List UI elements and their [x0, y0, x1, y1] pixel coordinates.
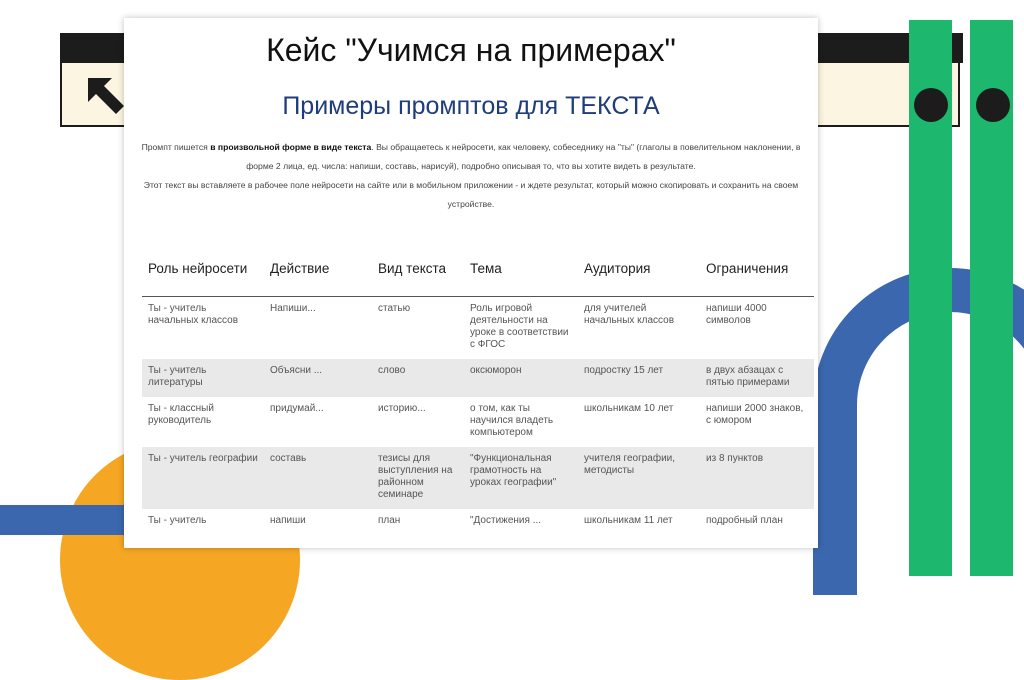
- cell-role: Ты - классный руководитель: [148, 403, 214, 426]
- cell-topic: "Достижения ...: [470, 515, 542, 526]
- slide-subtitle: Примеры промптов для ТЕКСТА: [282, 92, 660, 120]
- cell-limits: в двух абзацах с пятью примерами: [700, 359, 814, 397]
- cell-action: Объясни ...: [264, 359, 372, 397]
- table-row: [142, 447, 814, 509]
- cell-role: Ты - учитель: [148, 515, 207, 526]
- description-paragraph-1: [138, 138, 804, 176]
- table-row: [142, 297, 814, 360]
- table-header-row: [142, 253, 814, 297]
- description-suffix: . Вы обращаетесь к нейросети, как человеку, собеседнику на "ты" (глаголы в повелительном наклонении, в форме 2 лица, ед. числа: напиши, составь, нарисуй), подробно описывая то, что вы хотите видеть в результате.: [246, 142, 801, 171]
- cell-limits: подробный план: [706, 515, 783, 526]
- table-row: [142, 397, 814, 447]
- arrow-up-left-icon: [86, 76, 126, 116]
- cell-text-type: план: [378, 515, 401, 526]
- cell-audience: учителя географии, методисты: [578, 447, 700, 509]
- description-paragraph-2: Этот текст вы вставляете в рабочее поле нейросети на сайте или в мобильном приложении - и ждете результат, который можно скопировать и сохранить на своем устройстве.: [143, 180, 799, 209]
- cell-action: составь: [264, 447, 372, 509]
- cell-text-type: историю...: [378, 403, 426, 414]
- cell-text-type: тезисы для выступления на районном семинаре: [372, 447, 464, 509]
- cell-topic: о том, как ты научился владеть компьютером: [470, 403, 554, 438]
- cell-action: придумай...: [270, 403, 324, 414]
- table-row: [142, 359, 814, 397]
- cell-limits: из 8 пунктов: [700, 447, 814, 509]
- cell-action: напиши: [270, 515, 306, 526]
- description: [138, 138, 804, 214]
- header-action: Действие: [264, 253, 372, 297]
- cell-role: Ты - учитель географии: [142, 447, 264, 509]
- cell-topic: оксюморон: [464, 359, 578, 397]
- cell-text-type: статью: [378, 303, 411, 314]
- cell-limits: напиши 4000 символов: [706, 303, 767, 326]
- cell-audience: школьникам 10 лет: [584, 403, 674, 414]
- cell-text-type: слово: [372, 359, 464, 397]
- cell-role: Ты - учитель начальных классов: [148, 303, 239, 326]
- cell-topic: Роль игровой деятельности на уроке в соответствии с ФГОС: [470, 303, 569, 350]
- prompt-examples-table: [142, 253, 814, 535]
- black-dot-decoration: [914, 88, 948, 122]
- header-role: Роль нейросети: [142, 253, 264, 297]
- header-limits: Ограничения: [700, 253, 814, 297]
- case-title: Кейс "Учимся на примерах": [266, 32, 676, 68]
- description-prefix: Промпт пишется: [141, 142, 211, 152]
- cell-audience: для учителей начальных классов: [584, 303, 675, 326]
- header-topic: Тема: [464, 253, 578, 297]
- blue-stripe-decoration: [0, 505, 130, 535]
- slide-panel: [124, 18, 818, 548]
- cell-audience: школьникам 11 лет: [584, 515, 673, 526]
- table-row: [142, 509, 814, 535]
- header-text-type: Вид текста: [372, 253, 464, 297]
- description-bold: в произвольной форме в виде текста: [210, 142, 372, 152]
- cell-limits: напиши 2000 знаков, с юмором: [706, 403, 804, 426]
- cell-action: Напиши...: [270, 303, 316, 314]
- black-dot-decoration: [976, 88, 1010, 122]
- header-audience: Аудитория: [578, 253, 700, 297]
- cell-topic: "Функциональная грамотность на уроках географии": [464, 447, 578, 509]
- cell-audience: подростку 15 лет: [578, 359, 700, 397]
- cell-role: Ты - учитель литературы: [142, 359, 264, 397]
